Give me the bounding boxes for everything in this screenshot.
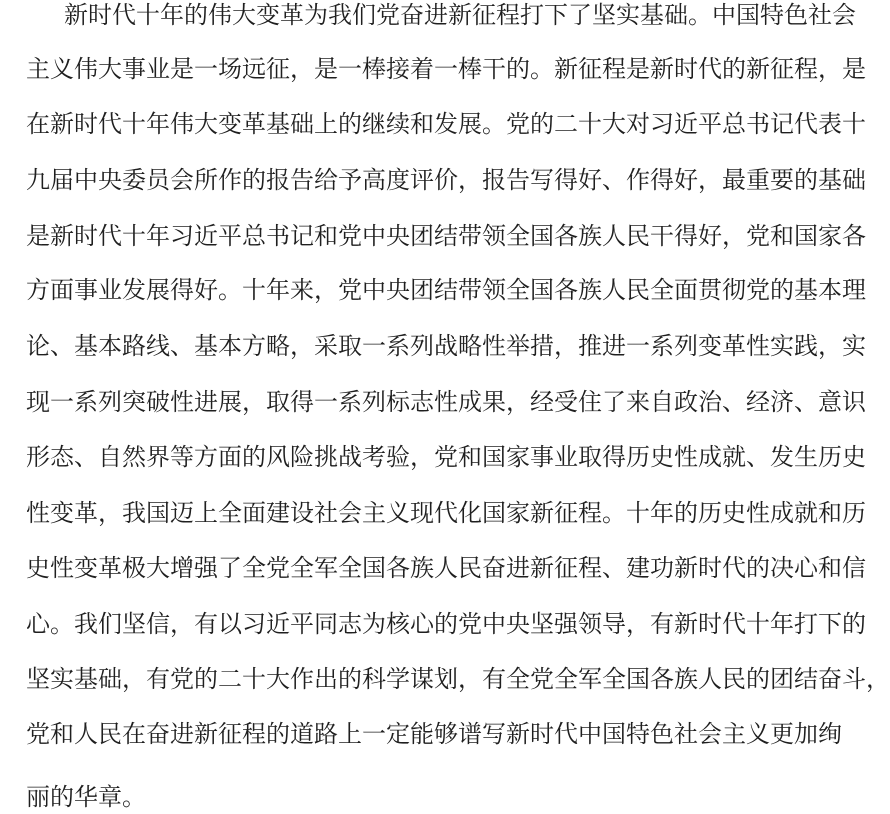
paragraph-line: 是新时代十年习近平总书记和党中央团结带领全国各族人民干得好，党和国家各 [26, 222, 866, 250]
paragraph-line: 党和人民在奋进新征程的道路上一定能够谱写新时代中国特色社会主义更加绚 [26, 720, 842, 748]
paragraph-line: 性变革，我国迈上全面建设社会主义现代化国家新征程。十年的历史性成就和历 [26, 499, 866, 527]
paragraph-line: 心。我们坚信，有以习近平同志为核心的党中央坚强领导，有新时代十年打下的 [26, 610, 866, 638]
paragraph-line: 主义伟大事业是一场远征，是一棒接着一棒干的。新征程是新时代的新征程，是 [26, 55, 866, 83]
paragraph-line: 史性变革极大增强了全党全军全国各族人民奋进新征程、建功新时代的决心和信 [26, 554, 866, 582]
paragraph-line: 形态、自然界等方面的风险挑战考验，党和国家事业取得历史性成就、发生历史 [26, 443, 866, 471]
paragraph-line-partial: 丽的华章。 [26, 783, 146, 811]
paragraph-line: 论、基本路线、基本方略，采取一系列战略性举措，推进一系列变革性实践，实 [26, 332, 866, 360]
paragraph-line: 坚实基础，有党的二十大作出的科学谋划，有全党全军全国各族人民的团结奋斗， [26, 665, 890, 693]
paragraph-line: 九届中央委员会所作的报告给予高度评价，报告写得好、作得好，最重要的基础 [26, 166, 866, 194]
paragraph-line: 方面事业发展得好。十年来，党中央团结带领全国各族人民全面贯彻党的基本理 [26, 276, 866, 304]
paragraph-line: 在新时代十年伟大变革基础上的继续和发展。党的二十大对习近平总书记代表十 [26, 110, 866, 138]
paragraph-line: 新时代十年的伟大变革为我们党奋进新征程打下了坚实基础。中国特色社会 [64, 1, 856, 29]
paragraph-line: 现一系列突破性进展，取得一系列标志性成果，经受住了来自政治、经济、意识 [26, 388, 866, 416]
